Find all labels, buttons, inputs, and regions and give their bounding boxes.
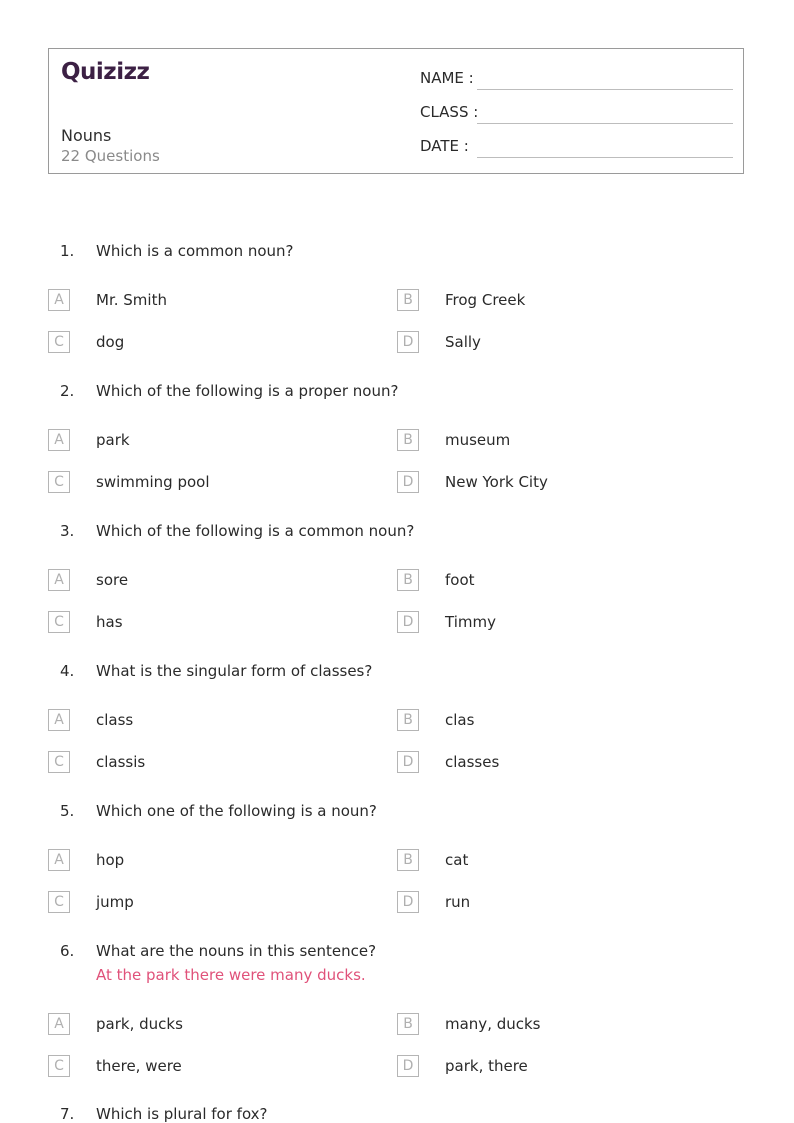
question-number: 5.	[60, 802, 75, 820]
question-number: 2.	[60, 382, 75, 400]
option-text: classis	[96, 753, 146, 771]
option-letter-box[interactable]: A	[48, 709, 70, 731]
option-letter-box[interactable]: C	[48, 331, 70, 353]
option-letter-box[interactable]: B	[397, 429, 419, 451]
option-text: park	[96, 431, 130, 449]
name-label: NAME :	[420, 69, 474, 87]
option-letter-box[interactable]: B	[397, 709, 419, 731]
worksheet-header	[48, 48, 744, 174]
quizizz-logo: Quizizz	[61, 59, 150, 85]
worksheet-title: Nouns	[61, 126, 112, 145]
option-letter-box[interactable]: C	[48, 611, 70, 633]
option-letter-box[interactable]: B	[397, 569, 419, 591]
option-text: Frog Creek	[445, 291, 526, 309]
option-text: jump	[96, 893, 134, 911]
option-text: Mr. Smith	[96, 291, 167, 309]
option-text: museum	[445, 431, 511, 449]
option-text: classes	[445, 753, 500, 771]
option-text: swimming pool	[96, 473, 210, 491]
question-number: 3.	[60, 522, 75, 540]
option-letter-box[interactable]: C	[48, 471, 70, 493]
option-text: cat	[445, 851, 469, 869]
question-subtext: At the park there were many ducks.	[96, 966, 366, 984]
option-letter-box[interactable]: A	[48, 849, 70, 871]
option-text: has	[96, 613, 123, 631]
option-letter-box[interactable]: C	[48, 891, 70, 913]
option-letter-box[interactable]: D	[397, 1055, 419, 1077]
class-label: CLASS :	[420, 103, 479, 121]
option-letter-box[interactable]: D	[397, 471, 419, 493]
option-letter-box[interactable]: C	[48, 751, 70, 773]
option-letter-box[interactable]: A	[48, 429, 70, 451]
option-text: Sally	[445, 333, 481, 351]
question-text: Which is plural for fox?	[96, 1105, 268, 1123]
option-letter-box[interactable]: B	[397, 1013, 419, 1035]
option-letter-box[interactable]: D	[397, 891, 419, 913]
question-text: What is the singular form of classes?	[96, 662, 373, 680]
option-letter-box[interactable]: B	[397, 849, 419, 871]
option-letter-box[interactable]: B	[397, 289, 419, 311]
option-text: run	[445, 893, 471, 911]
option-letter-box[interactable]: D	[397, 611, 419, 633]
option-text: there, were	[96, 1057, 182, 1075]
question-text: Which is a common noun?	[96, 242, 294, 260]
option-letter-box[interactable]: D	[397, 331, 419, 353]
name-line[interactable]	[477, 89, 733, 90]
option-letter-box[interactable]: A	[48, 289, 70, 311]
question-text: Which of the following is a proper noun?	[96, 382, 399, 400]
option-text: dog	[96, 333, 125, 351]
class-line[interactable]	[477, 123, 733, 124]
option-text: park, there	[445, 1057, 528, 1075]
date-line[interactable]	[477, 157, 733, 158]
option-text: class	[96, 711, 134, 729]
question-text: Which of the following is a common noun?	[96, 522, 415, 540]
question-count: 22 Questions	[61, 147, 160, 165]
option-text: foot	[445, 571, 475, 589]
option-text: hop	[96, 851, 125, 869]
date-label: DATE :	[420, 137, 469, 155]
question-number: 1.	[60, 242, 75, 260]
option-letter-box[interactable]: C	[48, 1055, 70, 1077]
option-text: many, ducks	[445, 1015, 541, 1033]
question-text: Which one of the following is a noun?	[96, 802, 377, 820]
option-letter-box[interactable]: A	[48, 569, 70, 591]
option-letter-box[interactable]: A	[48, 1013, 70, 1035]
option-text: park, ducks	[96, 1015, 183, 1033]
option-text: sore	[96, 571, 129, 589]
option-text: New York City	[445, 473, 548, 491]
question-text: What are the nouns in this sentence?	[96, 942, 377, 960]
option-text: Timmy	[445, 613, 496, 631]
question-number: 6.	[60, 942, 75, 960]
question-number: 7.	[60, 1105, 75, 1123]
question-number: 4.	[60, 662, 75, 680]
option-text: clas	[445, 711, 475, 729]
option-letter-box[interactable]: D	[397, 751, 419, 773]
